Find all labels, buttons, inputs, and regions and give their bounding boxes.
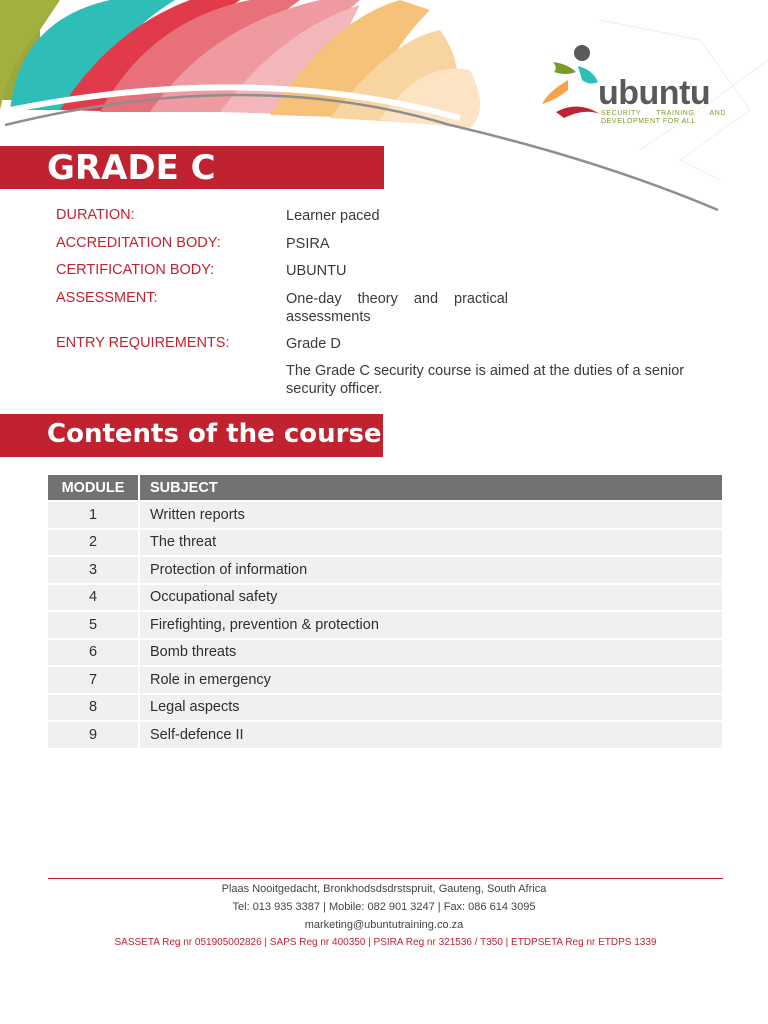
footer-address: Plaas Nooitgedacht, Bronkhodsdsdrstspruit, Gauteng, South Africa [221,883,547,895]
module-subject: Self-defence II [140,720,722,748]
contents-banner [0,414,383,457]
footer-registrations: SASSETA Reg nr 051905002826 | SAPS Reg nr 400350 | PSIRA Reg nr 321536 / T350 | ETDPSETA Reg nr ETDPS 1339 [114,937,657,948]
module-subject: Legal aspects [140,693,722,721]
course-info [56,207,726,407]
info-row-accreditation [56,235,726,263]
module-subject: Written reports [140,500,722,528]
module-subject: The threat [140,528,722,556]
table-row [48,665,722,693]
info-row-entry [56,335,726,363]
module-number: 1 [48,500,140,528]
table-row [48,720,722,748]
logo-wordmark: ubuntu [598,74,711,112]
module-subject: Bomb threats [140,638,722,666]
module-number: 6 [48,638,140,666]
info-label: ACCREDITATION BODY: [56,234,221,251]
module-number: 8 [48,693,140,721]
column-header-module: MODULE [48,475,140,500]
module-subject: Role in emergency [140,665,722,693]
module-table [48,475,722,748]
info-label: CERTIFICATION BODY: [56,262,215,278]
info-row-certification [56,262,726,290]
ubuntu-logo [538,42,728,132]
table-row [48,555,722,583]
module-number: 2 [48,528,140,556]
info-row-description [56,362,726,407]
info-value: Grade D [286,335,341,352]
page-title: GRADE C [47,148,216,188]
info-label: DURATION: [56,207,135,223]
info-row-assessment [56,290,726,335]
table-row [48,638,722,666]
footer [0,880,768,952]
table-row [48,583,722,611]
footer-divider [48,878,723,879]
module-subject: Firefighting, prevention & protection [140,610,722,638]
title-banner [0,146,384,189]
logo-tagline: SECURITY TRAINING AND DEVELOPMENT FOR ALL [601,110,726,125]
column-header-subject: SUBJECT [140,475,722,500]
table-header-row [48,475,722,500]
module-subject: Occupational safety [140,583,722,611]
table-row [48,500,722,528]
module-number: 5 [48,610,140,638]
module-subject: Protection of information [140,555,722,583]
module-number: 4 [48,583,140,611]
info-value: PSIRA [286,235,330,252]
table-row [48,610,722,638]
module-number: 3 [48,555,140,583]
footer-phones: Tel: 013 935 3387 | Mobile: 082 901 3247 | Fax: 086 614 3095 [232,901,536,913]
info-row-duration [56,207,726,235]
info-value: One-day theory and practical assessments [286,290,508,325]
table-row [48,693,722,721]
contents-title: Contents of the course [47,419,382,449]
course-description: The Grade C security course is aimed at the duties of a senior security officer. [286,363,685,397]
info-value: Learner paced [286,208,380,224]
module-number: 9 [48,720,140,748]
footer-email[interactable]: marketing@ubuntutraining.co.za [304,919,464,931]
info-value: UBUNTU [286,263,347,279]
table-row [48,528,722,556]
info-label: ENTRY REQUIREMENTS: [56,334,230,351]
info-label: ASSESSMENT: [56,289,158,306]
module-number: 7 [48,665,140,693]
